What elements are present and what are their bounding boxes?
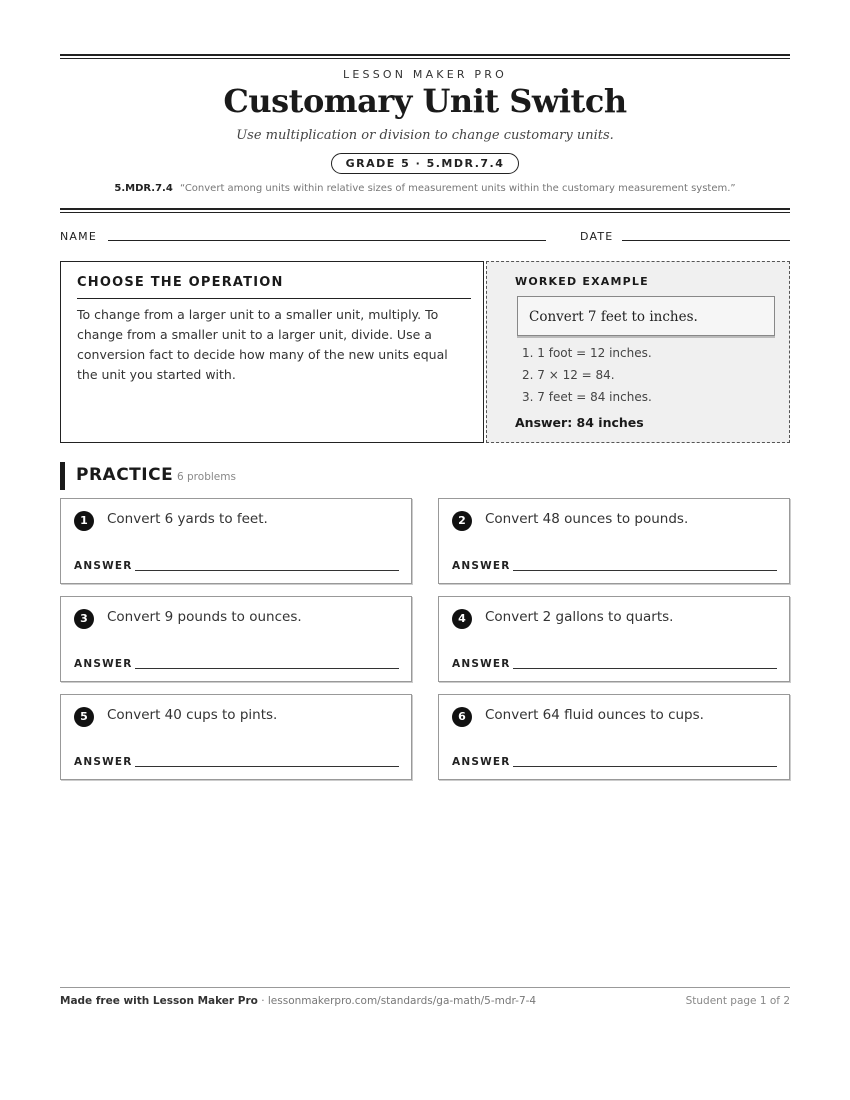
problem-number: 2 bbox=[452, 511, 472, 531]
footer-page-number: Student page 1 of 2 bbox=[685, 995, 790, 1007]
page-title: Customary Unit Switch bbox=[223, 82, 627, 120]
practice-count: 6 problems bbox=[177, 471, 236, 483]
problem-text: Convert 2 gallons to quarts. bbox=[485, 609, 674, 625]
worksheet-page bbox=[60, 0, 790, 1100]
date-field[interactable] bbox=[622, 240, 790, 241]
footer-maker: Made free with Lesson Maker Pro bbox=[60, 995, 258, 1007]
problem-number: 1 bbox=[74, 511, 94, 531]
answer-label: ANSWER bbox=[452, 658, 511, 670]
operation-box bbox=[60, 261, 484, 443]
footer-url[interactable]: · lessonmakerpro.com/standards/ga-math/5-mdr-7-4 bbox=[257, 995, 537, 1007]
worked-example-step: 3. 7 feet = 84 inches. bbox=[522, 390, 652, 404]
answer-line[interactable] bbox=[135, 766, 399, 767]
standard-description bbox=[60, 183, 790, 194]
problem-card bbox=[60, 498, 412, 584]
answer-line[interactable] bbox=[513, 668, 777, 669]
problem-card bbox=[60, 596, 412, 682]
practice-accent-bar bbox=[60, 462, 65, 490]
problem-text: Convert 40 cups to pints. bbox=[107, 707, 278, 723]
grade-badge-wrap bbox=[60, 152, 790, 174]
answer-line[interactable] bbox=[135, 668, 399, 669]
answer-label: ANSWER bbox=[74, 560, 133, 572]
problem-card bbox=[60, 694, 412, 780]
footer-rule bbox=[60, 987, 790, 988]
operation-divider bbox=[77, 298, 471, 299]
problem-number: 6 bbox=[452, 707, 472, 727]
operation-title: CHOOSE THE OPERATION bbox=[77, 275, 284, 290]
worked-example-step: 2. 7 × 12 = 84. bbox=[522, 368, 615, 382]
answer-label: ANSWER bbox=[74, 658, 133, 670]
problem-text: Convert 6 yards to feet. bbox=[107, 511, 268, 527]
worked-example-title: WORKED EXAMPLE bbox=[515, 275, 649, 288]
header-bottom-rule bbox=[60, 208, 790, 213]
answer-label: ANSWER bbox=[452, 756, 511, 768]
answer-line[interactable] bbox=[513, 570, 777, 571]
worked-example-problem: Convert 7 feet to inches. bbox=[517, 296, 775, 336]
date-label: DATE bbox=[580, 230, 614, 243]
name-date-row bbox=[60, 230, 790, 246]
standard-text: “Convert among units within relative sizes of measurement units within the customary measurement system.” bbox=[180, 183, 736, 194]
grade-badge: GRADE 5 · 5.MDR.7.4 bbox=[331, 153, 520, 174]
worked-example-answer: Answer: 84 inches bbox=[515, 415, 644, 430]
problem-card bbox=[438, 498, 790, 584]
problem-text: Convert 48 ounces to pounds. bbox=[485, 511, 689, 527]
brand-name: LESSON MAKER PRO bbox=[343, 68, 507, 81]
problem-text: Convert 64 fluid ounces to cups. bbox=[485, 707, 704, 723]
standard-code: 5.MDR.7.4 bbox=[114, 183, 173, 194]
problem-card bbox=[438, 596, 790, 682]
problem-number: 5 bbox=[74, 707, 94, 727]
problem-text: Convert 9 pounds to ounces. bbox=[107, 609, 302, 625]
footer-credit bbox=[60, 995, 536, 1007]
practice-title: PRACTICE bbox=[76, 465, 174, 485]
answer-label: ANSWER bbox=[74, 756, 133, 768]
answer-line[interactable] bbox=[135, 570, 399, 571]
answer-line[interactable] bbox=[513, 766, 777, 767]
answer-label: ANSWER bbox=[452, 560, 511, 572]
page-subtitle: Use multiplication or division to change customary units. bbox=[236, 128, 614, 143]
worked-example-box bbox=[486, 261, 790, 443]
header-top-rule bbox=[60, 54, 790, 59]
worked-example-step: 1. 1 foot = 12 inches. bbox=[522, 346, 652, 360]
problem-number: 3 bbox=[74, 609, 94, 629]
name-field[interactable] bbox=[108, 240, 546, 241]
problem-card bbox=[438, 694, 790, 780]
name-label: NAME bbox=[60, 230, 97, 243]
operation-text: To change from a larger unit to a smaller unit, multiply. To change from a smaller unit to a larger unit, divide. Use a conversion fact to decide how many of the new units equal the unit you started with. bbox=[77, 307, 448, 382]
problem-number: 4 bbox=[452, 609, 472, 629]
